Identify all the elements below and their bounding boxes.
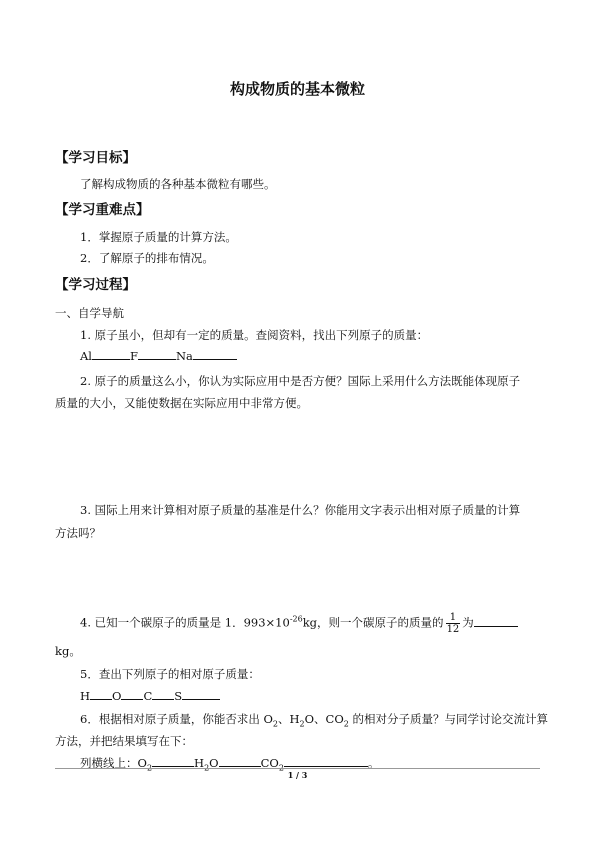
question-4-unit: kg。	[55, 644, 81, 658]
q4-text-a: 4. 已知一个碳原子的质量是 1．993×10	[80, 615, 290, 630]
al-label: Al	[80, 349, 92, 363]
fraction-numerator: 1	[446, 612, 461, 624]
question-3-line-2: 方法吗？	[55, 526, 101, 540]
key-item-2: 2．了解原子的排布情况。	[80, 251, 214, 265]
q6-text-d: 的相对分子质量？与同学讨论交流计算	[348, 712, 549, 726]
c-blank[interactable]	[152, 689, 174, 700]
page-number: 1 / 3	[287, 770, 308, 780]
f-blank[interactable]	[138, 349, 176, 360]
key-heading: 【学习重难点】	[55, 202, 150, 218]
part1-label: 一、自学导航	[55, 306, 124, 320]
question-6-line-1	[80, 711, 548, 728]
q4-exponent: -26	[289, 614, 303, 624]
goal-text: 了解构成物质的各种基本微粒有哪些。	[80, 177, 276, 191]
question-2-line-2: 质量的大小，又能使数据在实际应用中非常方便。	[55, 396, 308, 410]
q4-text-c: 为	[462, 615, 474, 630]
q6-text-c: O、CO	[304, 712, 344, 726]
h-blank[interactable]	[90, 689, 112, 700]
s-label: S	[174, 689, 183, 703]
question-6-line-2: 方法，并把结果填写在下：	[55, 734, 193, 748]
q6-sub-2: 2	[299, 719, 305, 729]
q6-sub-1: 2	[272, 719, 278, 729]
q6-sub-3: 2	[343, 719, 349, 729]
q4-blank[interactable]	[474, 616, 518, 627]
question-3-line-1: 3. 国际上用来计算相对原子质量的基准是什么？你能用文字表示出相对原子质量的计算	[80, 503, 521, 517]
q6-text-b: 、H	[278, 712, 300, 726]
o-label: O	[112, 689, 122, 703]
na-label: Na	[175, 349, 193, 363]
h-label: H	[80, 689, 91, 703]
footer-divider	[55, 768, 540, 769]
question-4	[80, 612, 518, 635]
h2o-label-h: H	[194, 756, 205, 770]
goal-heading: 【学习目标】	[55, 150, 136, 166]
s-blank[interactable]	[182, 689, 220, 700]
q4-text-b: kg，则一个碳原子的质量的	[302, 615, 444, 630]
co2-sub: 2	[278, 763, 284, 773]
c-label: C	[143, 689, 153, 703]
question-1-blanks	[80, 349, 237, 363]
question-1: 1. 原子虽小，但却有一定的质量。查阅资料，找出下列原子的质量：	[80, 328, 429, 342]
row-end-period: 。	[367, 756, 380, 770]
key-item-1: 1．掌握原子质量的计算方法。	[80, 230, 237, 244]
co2-label: CO	[260, 756, 279, 770]
co2-blank[interactable]	[284, 756, 368, 767]
process-heading: 【学习过程】	[55, 277, 136, 293]
h2o-blank[interactable]	[219, 756, 261, 767]
o2-label: 列横线上：O	[80, 756, 147, 770]
question-5-blanks	[80, 689, 220, 703]
page-title: 构成物质的基本微粒	[229, 80, 365, 98]
one-twelfth-fraction	[446, 612, 461, 635]
o-blank[interactable]	[121, 689, 143, 700]
question-5: 5．查出下列原子的相对原子质量：	[80, 667, 260, 681]
na-blank[interactable]	[193, 349, 237, 360]
o2-sub: 2	[146, 763, 153, 773]
f-label: F	[129, 349, 138, 363]
h2o-sub: 2	[204, 763, 210, 773]
h2o-label-o: O	[209, 756, 219, 770]
o2-blank[interactable]	[152, 756, 194, 767]
q6-text-a: 6．根据相对原子质量，你能否求出 O	[80, 712, 273, 726]
fraction-denominator: 12	[446, 624, 460, 635]
question-2-line-1: 2. 原子的质量这么小，你认为实际应用中是否方便？国际上采用什么方法既能体现原子	[80, 374, 521, 388]
al-blank[interactable]	[92, 349, 130, 360]
